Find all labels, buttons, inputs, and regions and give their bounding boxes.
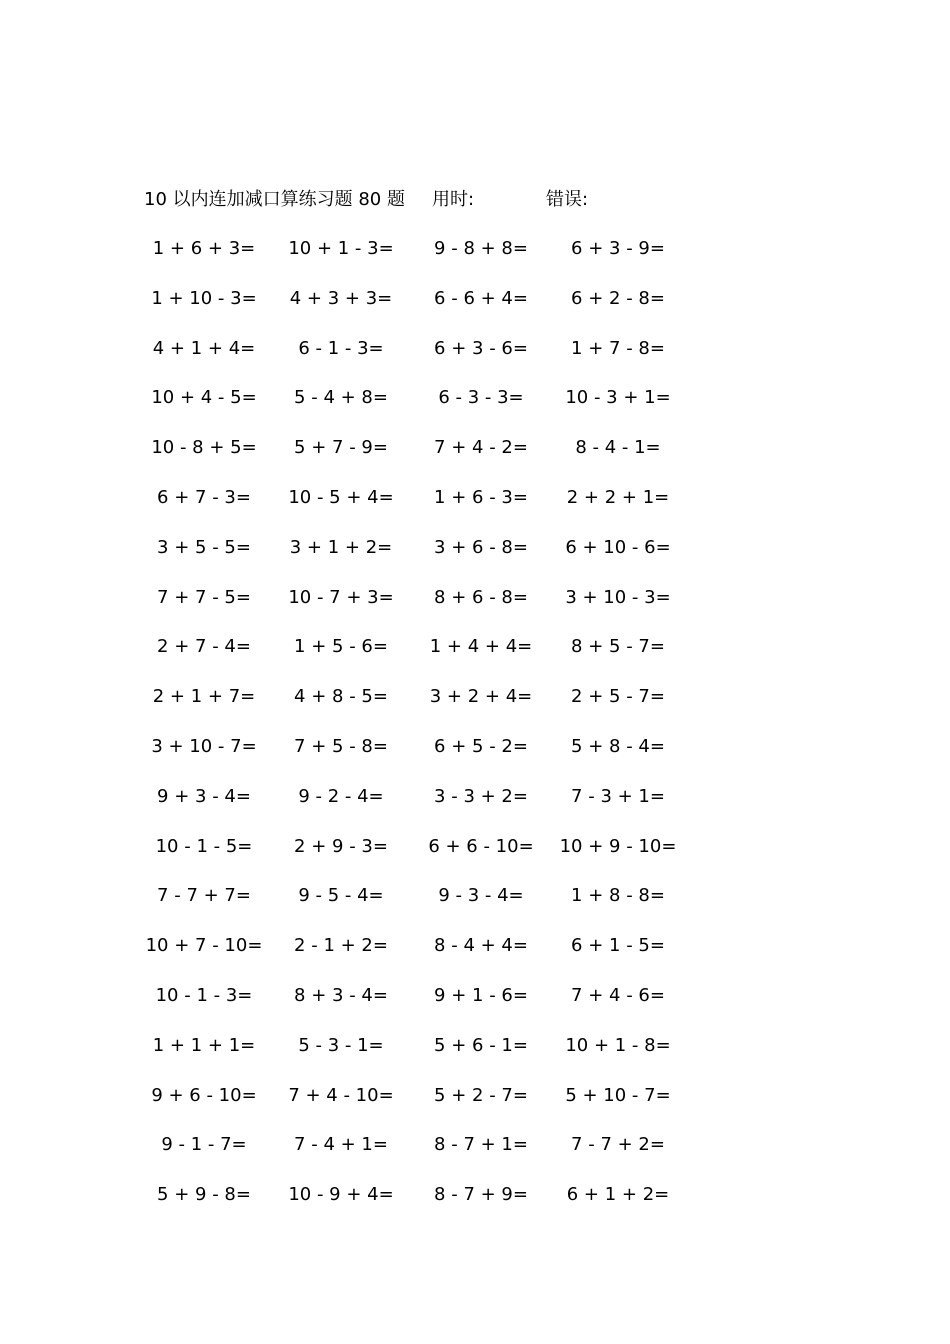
problem-item: 2 + 2 + 1= bbox=[566, 486, 670, 508]
problem-item: 9 - 2 - 4= bbox=[298, 785, 384, 807]
problem-row bbox=[0, 832, 950, 882]
worksheet-header bbox=[144, 186, 664, 214]
problem-row bbox=[0, 334, 950, 384]
problem-row bbox=[0, 1031, 950, 1081]
problem-item: 10 - 5 + 4= bbox=[288, 486, 394, 508]
problem-item: 7 + 7 - 5= bbox=[157, 586, 251, 608]
problem-item: 5 - 4 + 8= bbox=[294, 387, 388, 409]
problem-row bbox=[0, 284, 950, 334]
problem-item: 10 + 7 - 10= bbox=[145, 935, 263, 957]
problem-row bbox=[0, 1081, 950, 1131]
problem-item: 4 + 1 + 4= bbox=[152, 337, 256, 359]
problem-item: 1 + 1 + 1= bbox=[152, 1034, 256, 1056]
problem-item: 10 - 9 + 4= bbox=[288, 1184, 394, 1206]
problem-item: 6 + 6 - 10= bbox=[428, 835, 534, 857]
problem-item: 7 + 4 - 10= bbox=[288, 1084, 394, 1106]
time-label: 用时: bbox=[432, 189, 475, 210]
problem-item: 4 + 3 + 3= bbox=[289, 287, 393, 309]
problem-item: 5 + 9 - 8= bbox=[157, 1184, 251, 1206]
problem-item: 7 - 3 + 1= bbox=[571, 785, 665, 807]
problem-row bbox=[0, 931, 950, 981]
problem-item: 2 - 1 + 2= bbox=[294, 935, 388, 957]
problem-item: 6 + 2 - 8= bbox=[571, 287, 665, 309]
problem-row bbox=[0, 433, 950, 483]
problem-item: 7 + 5 - 8= bbox=[294, 735, 388, 757]
problem-item: 8 - 7 + 9= bbox=[434, 1184, 528, 1206]
problem-row bbox=[0, 583, 950, 633]
problem-grid bbox=[0, 234, 950, 1230]
problem-item: 1 + 7 - 8= bbox=[571, 337, 665, 359]
problem-row bbox=[0, 383, 950, 433]
problem-row bbox=[0, 782, 950, 832]
problem-item: 3 + 6 - 8= bbox=[434, 536, 528, 558]
problem-row bbox=[0, 632, 950, 682]
problem-item: 4 + 8 - 5= bbox=[294, 686, 388, 708]
problem-item: 3 + 2 + 4= bbox=[429, 686, 533, 708]
problem-item: 8 - 7 + 1= bbox=[434, 1134, 528, 1156]
problem-item: 3 + 1 + 2= bbox=[289, 536, 393, 558]
problem-item: 7 - 7 + 7= bbox=[157, 885, 251, 907]
problem-item: 10 + 9 - 10= bbox=[559, 835, 677, 857]
problem-row bbox=[0, 682, 950, 732]
problem-item: 9 + 6 - 10= bbox=[151, 1084, 257, 1106]
problem-row bbox=[0, 1180, 950, 1230]
problem-item: 8 - 4 + 4= bbox=[434, 935, 528, 957]
problem-item: 9 - 3 - 4= bbox=[438, 885, 524, 907]
problem-item: 5 + 7 - 9= bbox=[294, 437, 388, 459]
problem-item: 6 + 1 + 2= bbox=[566, 1184, 670, 1206]
problem-item: 5 + 8 - 4= bbox=[571, 735, 665, 757]
problem-item: 10 - 1 - 3= bbox=[155, 984, 253, 1006]
problem-item: 10 + 1 - 8= bbox=[565, 1034, 671, 1056]
problem-item: 10 + 1 - 3= bbox=[288, 238, 394, 259]
problem-item: 5 + 10 - 7= bbox=[565, 1084, 671, 1106]
problem-item: 10 - 7 + 3= bbox=[288, 586, 394, 608]
problem-item: 2 + 1 + 7= bbox=[152, 686, 256, 708]
problem-item: 6 + 1 - 5= bbox=[571, 935, 665, 957]
problem-item: 10 - 8 + 5= bbox=[151, 437, 257, 459]
problem-item: 9 - 5 - 4= bbox=[298, 885, 384, 907]
problem-item: 6 - 6 + 4= bbox=[434, 287, 528, 309]
problem-item: 5 + 2 - 7= bbox=[434, 1084, 528, 1106]
problem-item: 10 + 4 - 5= bbox=[151, 387, 257, 409]
problem-item: 6 + 10 - 6= bbox=[565, 536, 671, 558]
problem-row bbox=[0, 483, 950, 533]
problem-item: 2 + 5 - 7= bbox=[571, 686, 665, 708]
problem-row bbox=[0, 732, 950, 782]
error-label: 错误: bbox=[546, 189, 589, 210]
problem-item: 1 + 6 + 3= bbox=[152, 238, 256, 259]
problem-item: 1 + 6 - 3= bbox=[434, 486, 528, 508]
problem-item: 1 + 10 - 3= bbox=[151, 287, 257, 309]
problem-item: 6 + 3 - 9= bbox=[571, 238, 665, 259]
problem-item: 10 - 3 + 1= bbox=[565, 387, 671, 409]
problem-item: 7 + 4 - 2= bbox=[434, 437, 528, 459]
problem-row bbox=[0, 533, 950, 583]
problem-row bbox=[0, 981, 950, 1031]
problem-item: 6 - 1 - 3= bbox=[298, 337, 384, 359]
problem-row bbox=[0, 881, 950, 931]
problem-item: 8 + 6 - 8= bbox=[434, 586, 528, 608]
problem-item: 3 - 3 + 2= bbox=[434, 785, 528, 807]
problem-item: 3 + 10 - 7= bbox=[151, 735, 257, 757]
problem-item: 9 + 3 - 4= bbox=[157, 785, 251, 807]
problem-item: 3 + 5 - 5= bbox=[157, 536, 251, 558]
problem-item: 2 + 7 - 4= bbox=[157, 636, 251, 658]
worksheet-title: 10 以内连加减口算练习题 80 题 bbox=[144, 189, 405, 210]
problem-item: 10 - 1 - 5= bbox=[155, 835, 253, 857]
problem-item: 9 - 1 - 7= bbox=[161, 1134, 247, 1156]
problem-item: 1 + 5 - 6= bbox=[294, 636, 388, 658]
problem-row bbox=[0, 1130, 950, 1180]
problem-item: 5 + 6 - 1= bbox=[434, 1034, 528, 1056]
problem-item: 6 + 5 - 2= bbox=[434, 735, 528, 757]
problem-item: 1 + 8 - 8= bbox=[571, 885, 665, 907]
problem-item: 8 - 4 - 1= bbox=[575, 437, 661, 459]
problem-item: 6 + 3 - 6= bbox=[434, 337, 528, 359]
problem-row bbox=[0, 234, 950, 284]
problem-item: 7 + 4 - 6= bbox=[571, 984, 665, 1006]
problem-item: 9 + 1 - 6= bbox=[434, 984, 528, 1006]
problem-item: 5 - 3 - 1= bbox=[298, 1034, 384, 1056]
problem-item: 9 - 8 + 8= bbox=[434, 238, 528, 259]
problem-item: 6 + 7 - 3= bbox=[157, 486, 251, 508]
problem-item: 1 + 4 + 4= bbox=[429, 636, 533, 658]
problem-item: 8 + 3 - 4= bbox=[294, 984, 388, 1006]
problem-item: 7 - 7 + 2= bbox=[571, 1134, 665, 1156]
problem-item: 6 - 3 - 3= bbox=[438, 387, 524, 409]
problem-item: 8 + 5 - 7= bbox=[571, 636, 665, 658]
problem-item: 2 + 9 - 3= bbox=[294, 835, 388, 857]
problem-item: 3 + 10 - 3= bbox=[565, 586, 671, 608]
problem-item: 7 - 4 + 1= bbox=[294, 1134, 388, 1156]
